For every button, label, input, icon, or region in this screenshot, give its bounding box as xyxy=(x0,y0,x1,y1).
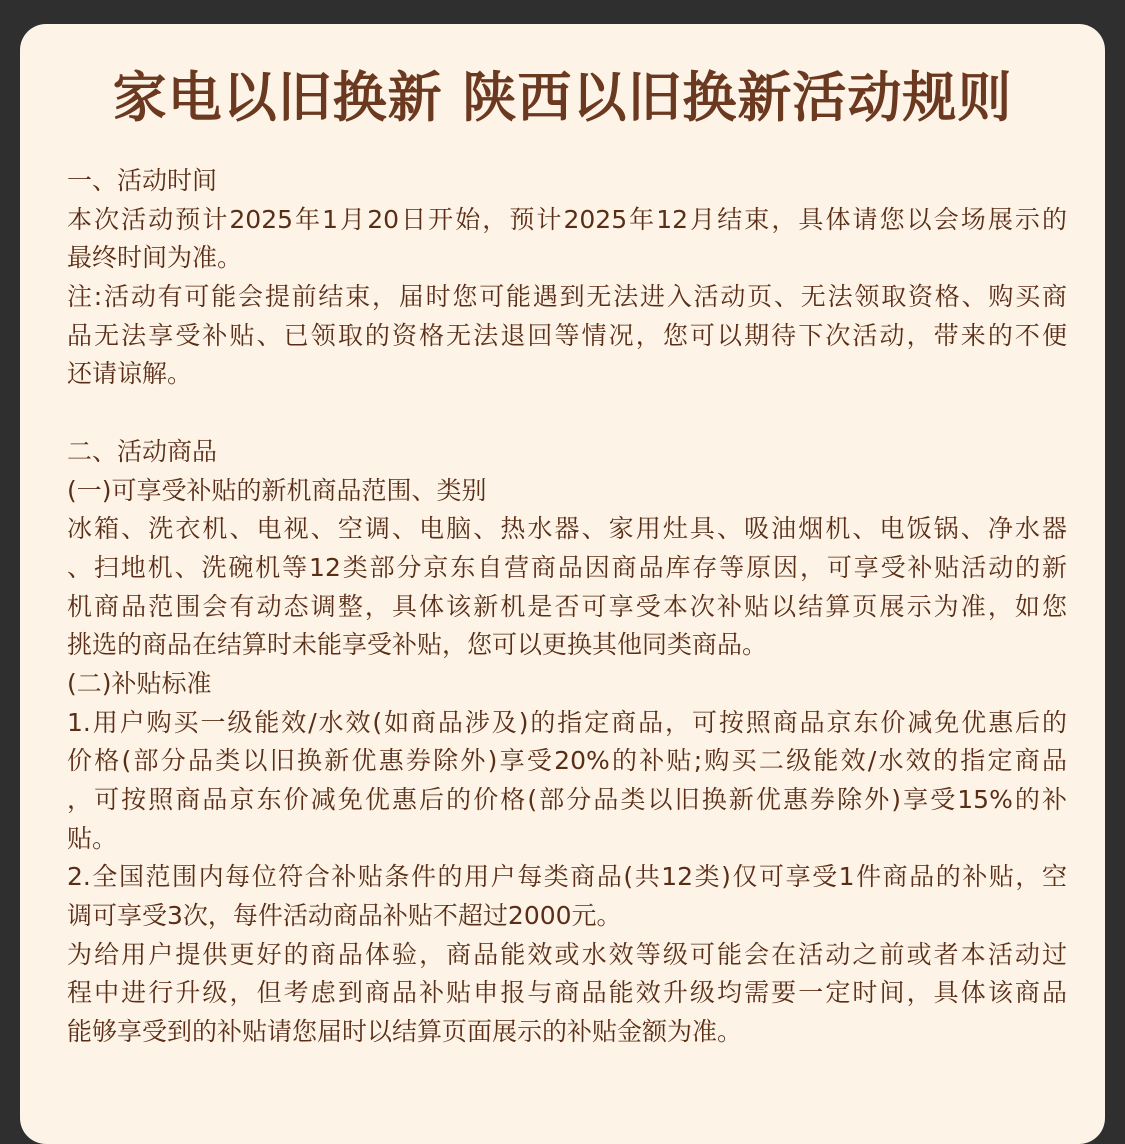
rule1-line: ，可按照商品京东价减免优惠后的价格(部分品类以旧换新优惠券除外)享受15%的补 xyxy=(67,785,1067,814)
rule1-line: 价格(部分品类以旧换新优惠券除外)享受20%的补贴;购买二级能效/水效的指定商品 xyxy=(67,746,1067,776)
section-spacer xyxy=(67,394,1067,433)
upgrade-line: 为给用户提供更好的商品体验，商品能效或水效等级可能会在活动之前或者本活动过 xyxy=(67,939,1067,969)
time-line: 最终时间为准。 xyxy=(67,243,243,273)
product-range-line: 、扫地机、洗碗机等12类部分京东自营商品因商品库存等原因，可享受补贴活动的新 xyxy=(67,552,1067,582)
sub2-heading: (二)补贴标准 xyxy=(67,668,212,698)
section1-heading: 一、活动时间 xyxy=(67,166,218,195)
time-line: 本次活动预计2025年1月20日开始，预计2025年12月结束，具体请您以会场展示的 xyxy=(67,204,1067,234)
section2-heading: 二、活动商品 xyxy=(67,436,218,466)
upgrade-line: 程中进行升级，但考虑到商品补贴申报与商品能效升级均需要一定时间，具体该商品 xyxy=(67,978,1067,1008)
note-line: 品无法享受补贴、已领取的资格无法退回等情况，您可以期待下次活动，带来的不便 xyxy=(67,320,1067,350)
note-line: 还请谅解。 xyxy=(67,359,193,389)
rule1-line: 1.用户购买一级能效/水效(如商品涉及)的指定商品，可按照商品京东价减免优惠后的 xyxy=(67,707,1067,737)
product-range-line: 挑选的商品在结算时未能享受补贴，您可以更换其他同类商品。 xyxy=(67,630,768,660)
top-bar xyxy=(0,0,1125,24)
rule2-line: 调可享受3次，每件活动商品补贴不超过2000元。 xyxy=(67,901,622,931)
page-title: 家电以旧换新 陕西以旧换新活动规则 xyxy=(112,66,1013,129)
product-range-line: 冰箱、洗衣机、电视、空调、电脑、热水器、家用灶具、吸油烟机、电饭锅、净水器 xyxy=(67,514,1067,544)
upgrade-line: 能够享受到的补贴请您届时以结算页面展示的补贴金额为准。 xyxy=(67,1017,743,1047)
rule2-line: 2.全国范围内每位符合补贴条件的用户每类商品(共12类)仅可享受1件商品的补贴，空 xyxy=(67,862,1067,892)
sub1-heading: (一)可享受补贴的新机商品范围、类别 xyxy=(67,475,487,505)
product-range-line: 机商品范围会有动态调整，具体该新机是否可享受本次补贴以结算页展示为准，如您 xyxy=(67,591,1067,621)
rules-content xyxy=(67,162,1067,1052)
note-line: 注:活动有可能会提前结束，届时您可能遇到无法进入活动页、无法领取资格、购买商 xyxy=(67,282,1067,312)
rule1-line: 贴。 xyxy=(67,823,118,853)
